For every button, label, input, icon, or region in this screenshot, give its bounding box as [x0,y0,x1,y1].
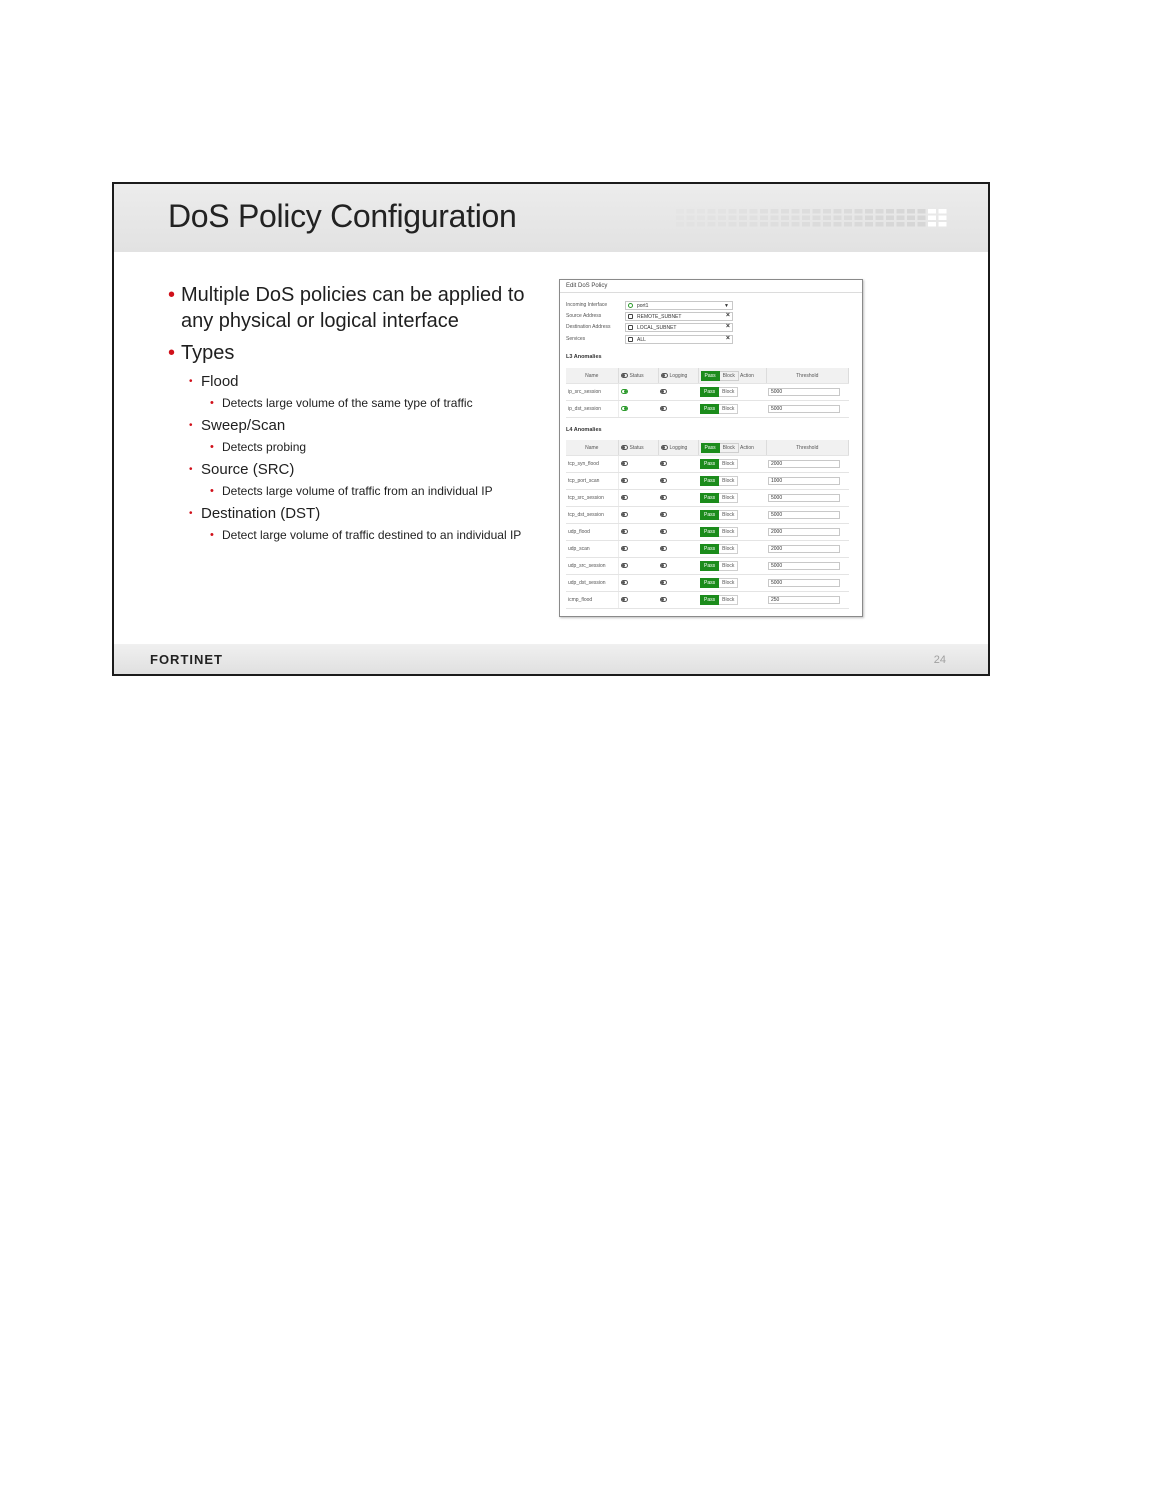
status-toggle[interactable] [621,597,628,602]
col-action [698,368,766,384]
table-row [566,592,849,609]
field-value[interactable] [625,335,733,344]
field-row [566,335,741,345]
field-value[interactable] [625,301,733,310]
type-detail-text: Detects large volume of traffic from an individual IP [222,484,493,498]
col-logging-label: Logging [669,444,688,451]
bullet-list [168,282,538,548]
block-button[interactable]: Block [719,459,738,469]
col-logging[interactable] [658,368,698,384]
table-header [566,440,849,456]
bullet-level1 [168,340,538,366]
action-cell [698,558,766,575]
block-button[interactable]: Block [719,493,738,503]
threshold-input[interactable]: 5000 [768,405,840,413]
threshold-cell [766,401,849,418]
status-toggle[interactable] [621,512,628,517]
pass-button[interactable]: Pass [700,527,719,537]
status-cell [618,384,658,401]
anomaly-name: udp_src_session [566,558,618,575]
status-toggle[interactable] [621,478,628,483]
dos-policy-screenshot [559,279,863,617]
table-row [566,490,849,507]
logging-cell [658,456,698,473]
slide [112,182,990,676]
pass-button[interactable]: Pass [700,561,719,571]
type-detail [168,527,538,543]
field-label: Source Address [566,313,602,319]
slide-footer [114,644,988,674]
action-cell [698,384,766,401]
table-row [566,507,849,524]
status-toggle[interactable] [621,580,628,585]
status-cell [618,473,658,490]
anomaly-name: udp_dst_session [566,575,618,592]
status-toggle[interactable] [621,406,628,411]
bullet-dot-icon: • [210,441,214,453]
pass-button[interactable]: Pass [700,544,719,554]
type-name: Flood [201,373,239,390]
logo-text: FORTINET [150,652,223,667]
logging-cell [658,507,698,524]
service-icon [628,337,633,342]
threshold-input[interactable]: 2000 [768,545,840,553]
pass-button[interactable]: Pass [700,387,719,397]
col-action [698,440,766,456]
threshold-cell [766,541,849,558]
bullet-text: Multiple DoS policies can be applied to any physical or logical interface [181,284,525,332]
logging-toggle[interactable] [660,580,667,585]
logging-toggle[interactable] [660,495,667,500]
fortinet-logo [150,652,223,667]
threshold-input[interactable]: 5000 [768,494,840,502]
field-value-text: LOCAL_SUBNET [637,325,677,331]
type-name: Destination (DST) [201,505,321,522]
threshold-input[interactable]: 5000 [768,388,840,396]
block-button[interactable]: Block [719,510,738,520]
toggle-icon[interactable] [621,445,628,450]
field-value[interactable] [625,312,733,321]
block-all-button[interactable]: Block [720,443,739,453]
field-value-text: REMOTE_SUBNET [637,314,682,320]
col-action-label: Action [739,372,754,379]
threshold-input[interactable]: 2000 [768,528,840,536]
block-all-button[interactable]: Block [720,371,739,381]
logging-cell [658,575,698,592]
table-row [566,558,849,575]
anomaly-name: tcp_dst_session [566,507,618,524]
address-icon [628,314,633,319]
bullet-dot-icon: • [189,508,193,519]
col-threshold: Threshold [766,368,849,384]
table-row [566,541,849,558]
anomaly-name: tcp_port_scan [566,473,618,490]
status-cell [618,558,658,575]
col-status-label: Status [629,372,644,379]
status-toggle[interactable] [621,529,628,534]
field-label: Incoming Interface [566,302,608,308]
toggle-icon[interactable] [661,373,668,378]
bullet-dot-icon: • [210,485,214,497]
logging-cell [658,490,698,507]
action-cell [698,473,766,490]
field-row [566,301,741,311]
logging-toggle[interactable] [660,563,667,568]
action-cell [698,524,766,541]
type-item [168,504,538,523]
block-button[interactable]: Block [719,595,738,605]
field-label: Services [566,336,586,342]
threshold-cell [766,473,849,490]
bullet-level1 [168,282,538,334]
pass-button[interactable]: Pass [700,493,719,503]
divider [560,292,862,293]
logging-toggle[interactable] [660,546,667,551]
block-button[interactable]: Block [719,527,738,537]
status-toggle[interactable] [621,546,628,551]
action-cell [698,401,766,418]
field-label: Destination Address [566,324,611,330]
status-toggle[interactable] [621,563,628,568]
threshold-cell [766,507,849,524]
anomaly-name: icmp_flood [566,592,618,609]
threshold-input[interactable]: 5000 [768,511,840,519]
field-value-text: ALL [637,337,646,343]
logging-cell [658,401,698,418]
type-name: Source (SRC) [201,461,295,478]
col-threshold: Threshold [766,440,849,456]
bullet-dot-icon: • [168,284,176,306]
field-row [566,312,741,322]
col-status[interactable] [618,368,658,384]
action-cell [698,541,766,558]
table-row [566,524,849,541]
l3-heading: L3 Anomalies [566,354,602,360]
table-row [566,575,849,592]
field-value-text: port1 [637,303,649,309]
l4-heading: L4 Anomalies [566,427,602,433]
threshold-input[interactable]: 1000 [768,477,840,485]
l3-anomalies-table [566,368,849,418]
pass-button[interactable]: Pass [700,578,719,588]
threshold-cell [766,490,849,507]
type-detail [168,395,538,411]
bullet-dot-icon: • [210,529,214,541]
col-name: Name [566,440,618,456]
action-cell [698,592,766,609]
table-row [566,473,849,490]
close-icon[interactable]: × [725,323,730,330]
status-cell [618,401,658,418]
table-row [566,384,849,401]
block-button[interactable]: Block [719,561,738,571]
threshold-cell [766,524,849,541]
logging-toggle[interactable] [660,529,667,534]
status-cell [618,592,658,609]
col-logging-label: Logging [669,372,688,379]
threshold-cell [766,558,849,575]
logging-toggle[interactable] [660,389,667,394]
type-detail [168,483,538,499]
action-cell [698,507,766,524]
dialog-title: Edit DoS Policy [566,283,608,289]
threshold-cell [766,592,849,609]
type-detail-text: Detects large volume of the same type of traffic [222,396,473,410]
anomaly-name: tcp_src_session [566,490,618,507]
status-toggle[interactable] [621,495,628,500]
bullet-dot-icon: • [189,464,193,475]
table-row [566,401,849,418]
field-row [566,323,741,333]
address-icon [628,325,633,330]
col-status-label: Status [629,444,644,451]
col-logging[interactable] [658,440,698,456]
type-name: Sweep/Scan [201,417,286,434]
logging-toggle[interactable] [660,597,667,602]
pass-button[interactable]: Pass [700,476,719,486]
anomaly-name: udp_scan [566,541,618,558]
status-cell [618,490,658,507]
pass-button[interactable]: Pass [700,459,719,469]
bullet-dot-icon: • [189,376,193,387]
logging-cell [658,473,698,490]
type-detail-text: Detects probing [222,440,307,454]
threshold-cell [766,456,849,473]
anomaly-name: ip_dst_session [566,401,618,418]
page-number: 24 [933,654,946,666]
table-header [566,368,849,384]
status-toggle[interactable] [621,461,628,466]
action-cell [698,575,766,592]
status-toggle[interactable] [621,389,628,394]
bullet-dot-icon: • [168,342,176,364]
bullet-dot-icon: • [210,397,214,409]
threshold-input[interactable]: 250 [768,596,840,604]
anomaly-name: tcp_syn_flood [566,456,618,473]
status-cell [618,575,658,592]
logging-cell [658,541,698,558]
logging-cell [658,524,698,541]
status-cell [618,507,658,524]
status-cell [618,541,658,558]
logging-cell [658,384,698,401]
logging-cell [658,558,698,575]
type-item [168,416,538,435]
action-cell [698,456,766,473]
l4-anomalies-table [566,440,849,609]
col-name: Name [566,368,618,384]
type-detail [168,439,538,455]
block-button[interactable]: Block [719,404,738,414]
threshold-cell [766,575,849,592]
logging-cell [658,592,698,609]
pass-button[interactable]: Pass [700,595,719,605]
threshold-input[interactable]: 5000 [768,579,840,587]
close-icon[interactable]: × [725,312,730,319]
slide-title: DoS Policy Configuration [168,198,517,234]
pass-all-button[interactable]: Pass [701,443,720,453]
logging-toggle[interactable] [660,461,667,466]
bullet-text: Types [181,342,235,364]
type-item [168,460,538,479]
threshold-cell [766,384,849,401]
header-decoration [666,207,966,229]
action-cell [698,490,766,507]
block-button[interactable]: Block [719,544,738,554]
anomaly-name: udp_flood [566,524,618,541]
type-detail-text: Detect large volume of traffic destined to an individual IP [222,528,522,542]
toggle-icon[interactable] [621,373,628,378]
table-row [566,456,849,473]
slide-header [114,184,988,252]
close-icon[interactable]: × [725,335,730,342]
types-list [168,372,538,543]
pass-button[interactable]: Pass [700,510,719,520]
threshold-input[interactable]: 5000 [768,562,840,570]
block-button[interactable]: Block [719,578,738,588]
bullet-dot-icon: • [189,420,193,431]
anomaly-name: ip_src_session [566,384,618,401]
status-cell [618,456,658,473]
block-button[interactable]: Block [719,476,738,486]
chevron-down-icon[interactable]: ▼ [724,303,729,309]
col-status[interactable] [618,440,658,456]
threshold-input[interactable]: 2000 [768,460,840,468]
toggle-icon[interactable] [661,445,668,450]
block-button[interactable]: Block [719,387,738,397]
port-icon [628,303,633,308]
pass-all-button[interactable]: Pass [701,371,720,381]
status-cell [618,524,658,541]
pass-button[interactable]: Pass [700,404,719,414]
type-item [168,372,538,391]
logging-toggle[interactable] [660,512,667,517]
col-action-label: Action [739,444,754,451]
logging-toggle[interactable] [660,406,667,411]
field-value[interactable] [625,323,733,332]
logging-toggle[interactable] [660,478,667,483]
